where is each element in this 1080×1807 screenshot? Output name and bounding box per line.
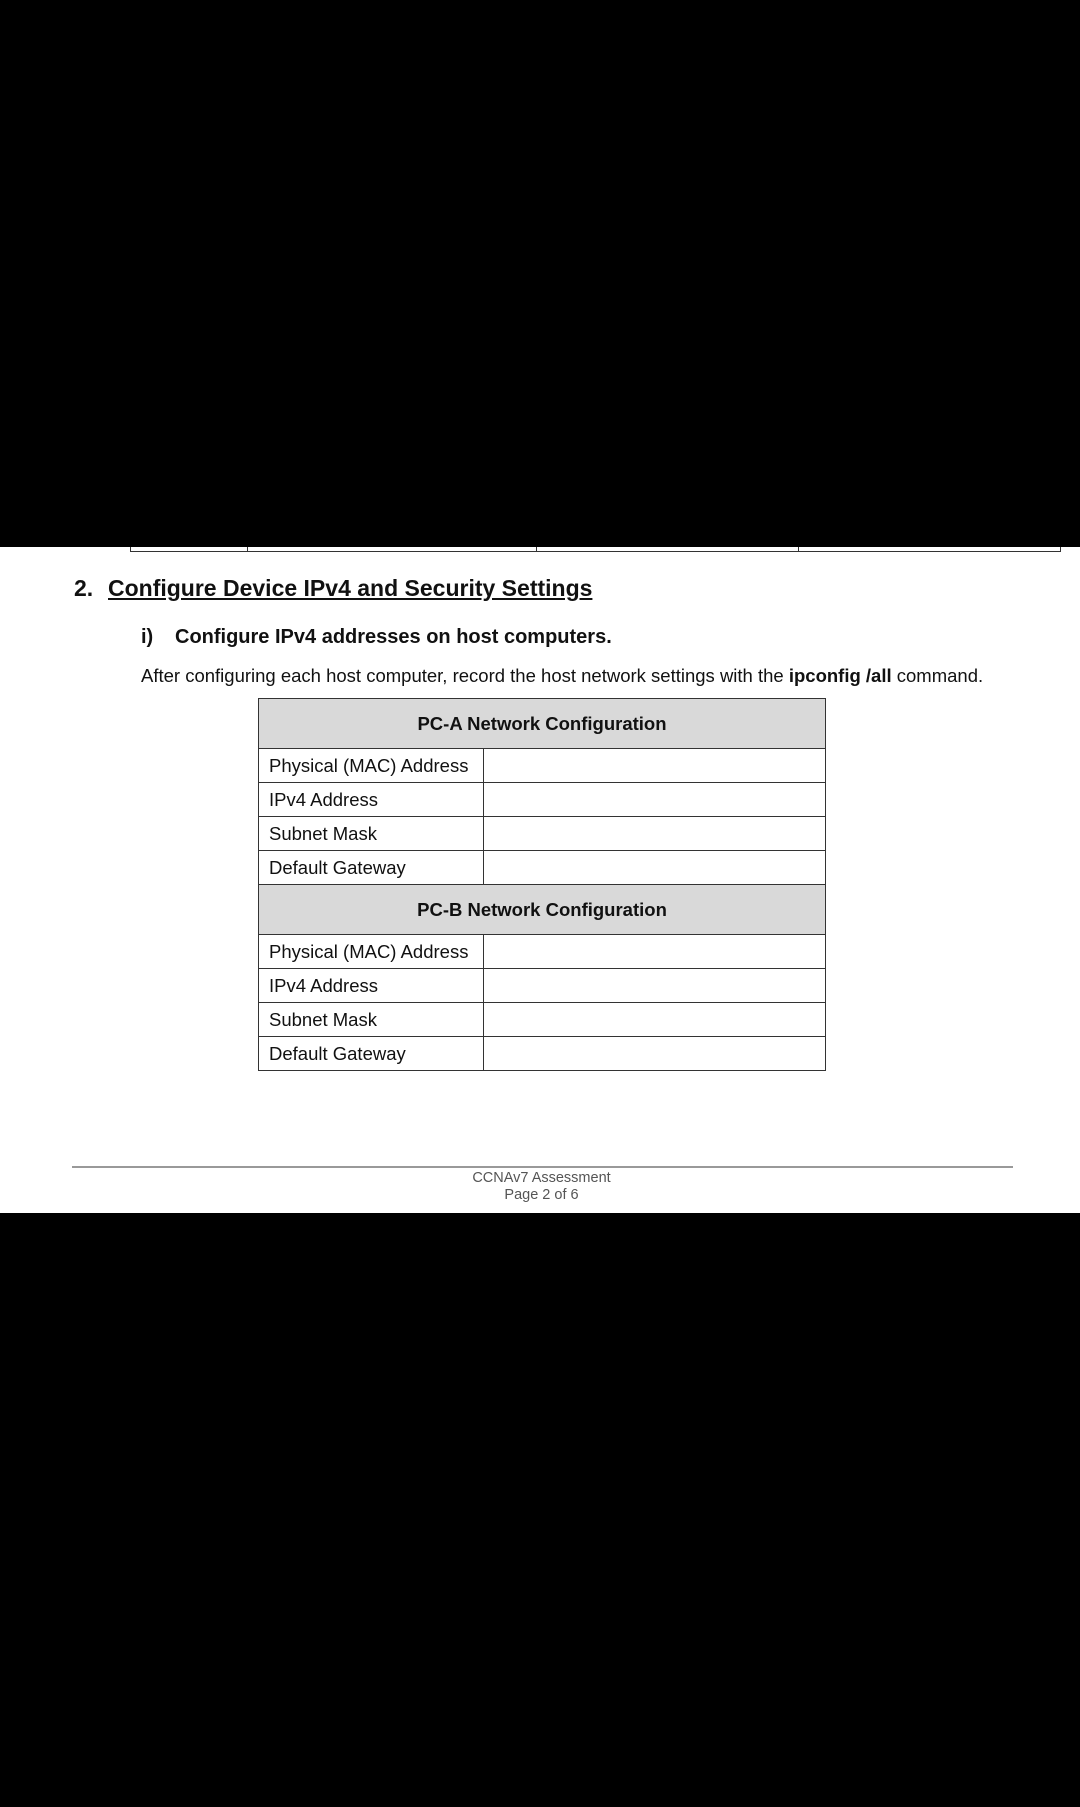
subsection-title: Configure IPv4 addresses on host computers. [175, 626, 612, 648]
pc-b-mac-value[interactable] [484, 935, 826, 969]
table-row [259, 749, 826, 783]
pc-a-gateway-value[interactable] [484, 851, 826, 885]
pc-a-header: PC-A Network Configuration [259, 699, 826, 749]
table-row [259, 817, 826, 851]
pc-b-ipv4-value[interactable] [484, 969, 826, 1003]
pc-b-subnet-value[interactable] [484, 1003, 826, 1037]
pc-a-ipv4-value[interactable] [484, 783, 826, 817]
previous-table-remnant [130, 547, 1061, 552]
footer-page-number: Page 2 of 6 [504, 1187, 579, 1203]
pc-a-subnet-value[interactable] [484, 817, 826, 851]
table-header-row [259, 885, 826, 935]
pc-a-mac-value[interactable] [484, 749, 826, 783]
instruction-command: ipconfig /all [788, 665, 892, 686]
table-divider [798, 547, 799, 552]
footer-title: CCNAv7 Assessment [472, 1170, 611, 1186]
table-row [259, 1037, 826, 1071]
row-label: Subnet Mask [259, 817, 484, 851]
table-row [259, 851, 826, 885]
table-divider [247, 547, 248, 552]
row-label: IPv4 Address [259, 783, 484, 817]
network-configuration-table [258, 698, 826, 1071]
document-page [0, 547, 1080, 1213]
row-label: Default Gateway [259, 851, 484, 885]
row-label: Default Gateway [259, 1037, 484, 1071]
instruction-paragraph [141, 665, 983, 687]
pc-b-gateway-value[interactable] [484, 1037, 826, 1071]
table-header-row [259, 699, 826, 749]
subsection-number: i) [141, 626, 154, 648]
section-number: 2. [74, 575, 94, 601]
table-row [259, 1003, 826, 1037]
row-label: IPv4 Address [259, 969, 484, 1003]
table-row [259, 969, 826, 1003]
pc-b-header: PC-B Network Configuration [259, 885, 826, 935]
instruction-text: After configuring each host computer, record the host network settings with the [141, 665, 789, 686]
section-title: Configure Device IPv4 and Security Settings [108, 575, 593, 601]
row-label: Physical (MAC) Address [259, 935, 484, 969]
row-label: Physical (MAC) Address [259, 749, 484, 783]
table-row [259, 935, 826, 969]
table-row [259, 783, 826, 817]
row-label: Subnet Mask [259, 1003, 484, 1037]
instruction-text-end: command. [891, 665, 984, 686]
footer-divider [72, 1166, 1013, 1168]
table-divider [536, 547, 537, 552]
